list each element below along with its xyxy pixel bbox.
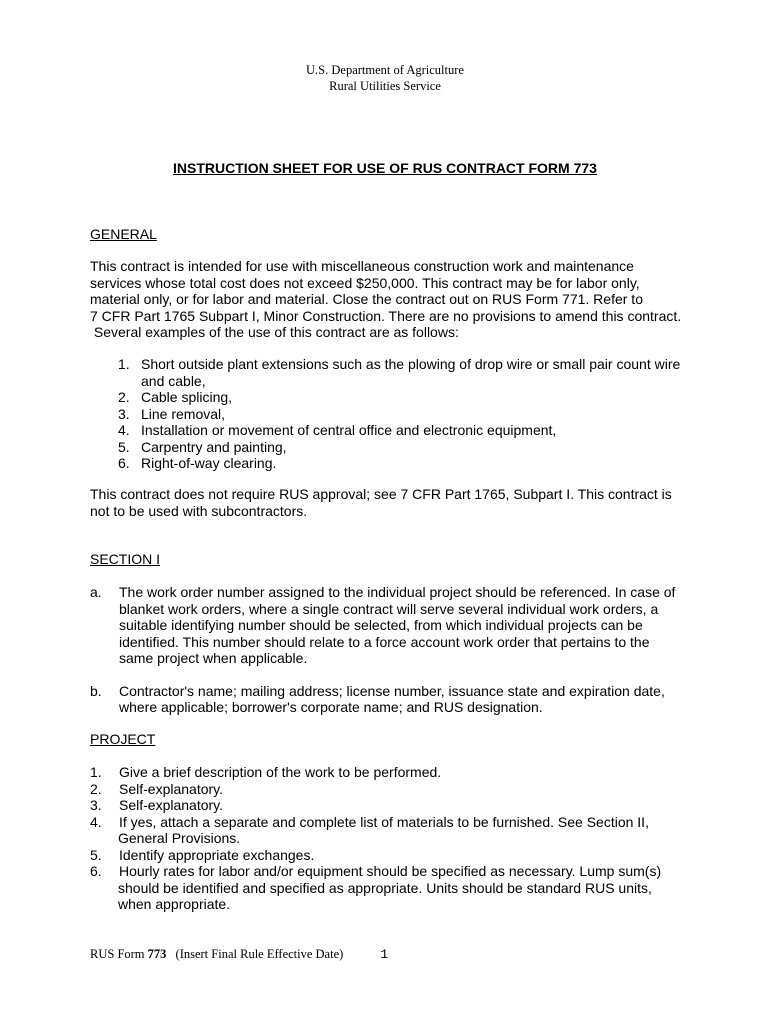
list-number: 3. (118, 405, 130, 422)
general-heading: GENERAL (90, 226, 157, 242)
list-number: 4. (118, 422, 130, 438)
list-number: 4. (90, 813, 102, 830)
examples-list (118, 356, 688, 472)
list-item (90, 781, 690, 798)
list-text: identified. This number should relate to a force account work order that pertains to the (119, 633, 650, 650)
list-item (118, 422, 688, 439)
list-number: 1. (118, 356, 130, 372)
agency-service: Rural Utilities Service (329, 79, 441, 93)
list-number: 5. (118, 438, 130, 455)
list-text: Short outside plant extensions such as the plowing of drop wire or small pair count wire (141, 356, 681, 372)
list-text: Line removal, (141, 405, 226, 422)
list-number: 1. (90, 764, 102, 780)
list-item (90, 814, 690, 847)
approval-paragraph (90, 486, 690, 519)
list-text: General Provisions. (118, 830, 241, 846)
list-item (118, 356, 688, 389)
list-item (118, 389, 688, 406)
list-text: Carpentry and painting, (141, 438, 287, 455)
list-number: 2. (118, 389, 130, 405)
project-list (90, 764, 690, 913)
form-number: 773 (147, 947, 167, 961)
list-item (118, 406, 688, 423)
list-text: Contractor's name; mailing address; license number, issuance state and expiration date, (119, 682, 665, 699)
list-text: suitable identifying number should be selected, from which individual projects can be (119, 617, 643, 633)
section-i-heading: SECTION I (90, 551, 161, 567)
list-text: blanket work orders, where a single contract will serve several individual work orders, a (119, 600, 659, 617)
list-text: Identify appropriate exchanges. (119, 846, 315, 863)
project-heading: PROJECT (90, 731, 156, 747)
list-number: 6. (90, 863, 102, 879)
list-text: Cable splicing, (141, 389, 233, 405)
list-text: and cable, (141, 372, 206, 389)
list-text: should be identified and specified as appropriate. Units should be standard RUS units, (118, 879, 652, 896)
list-text: Give a brief description of the work to be performed. (119, 764, 442, 780)
list-item (90, 847, 690, 864)
agency-header (0, 62, 770, 94)
list-number: 3. (90, 797, 102, 813)
list-item (90, 797, 690, 814)
list-item (90, 584, 690, 667)
agency-department: U.S. Department of Agriculture (306, 63, 464, 77)
effective-date: (Insert Final Rule Effective Date) (175, 947, 344, 961)
general-intro (90, 258, 690, 341)
text-line: This contract is intended for use with miscellaneous construction work and maintenance (90, 258, 634, 274)
list-item (118, 455, 688, 472)
list-text: Self-explanatory. (119, 780, 224, 797)
list-text: when appropriate. (118, 896, 231, 912)
text-line: Several examples of the use of this contract are as follows: (90, 324, 459, 340)
text-line: 7 CFR Part 1765 Subpart I, Minor Construction. There are no provisions to amend this contract. (90, 307, 682, 324)
list-item (90, 764, 690, 781)
list-text: Hourly rates for labor and/or equipment should be specified as necessary. Lump sum(s) (119, 863, 662, 879)
section-i-list (90, 584, 690, 716)
list-number: 6. (118, 455, 130, 471)
list-text: same project when applicable. (119, 650, 308, 666)
text-line: This contract does not require RUS approval; see 7 CFR Part 1765, Subpart I. This contract is (90, 486, 672, 502)
page-number: 1 (380, 947, 389, 962)
text-line: material only, or for labor and material. Close the contract out on RUS Form 771. Refer to (90, 291, 643, 307)
list-letter: a. (90, 584, 102, 600)
list-letter: b. (90, 682, 102, 699)
text-line: not to be used with subcontractors. (90, 502, 308, 519)
list-number: 2. (90, 780, 102, 797)
list-text: Right-of-way clearing. (141, 455, 277, 471)
list-text: If yes, attach a separate and complete list of materials to be furnished. See Section II, (119, 813, 649, 830)
text-line: services whose total cost does not exceed $250,000. This contract may be for labor only, (90, 274, 640, 291)
list-item (90, 683, 690, 716)
list-text: where applicable; borrower's corporate name; and RUS designation. (119, 699, 543, 715)
list-text: Installation or movement of central office and electronic equipment, (141, 422, 557, 438)
list-number: 5. (90, 846, 102, 863)
list-item (118, 439, 688, 456)
list-text: Self-explanatory. (119, 797, 224, 813)
form-label: RUS Form (90, 947, 148, 961)
page-title: INSTRUCTION SHEET FOR USE OF RUS CONTRACT FORM 773 (173, 160, 597, 176)
page-footer (90, 947, 388, 962)
list-item (90, 863, 690, 913)
list-text: The work order number assigned to the individual project should be referenced. In case of (119, 584, 676, 600)
